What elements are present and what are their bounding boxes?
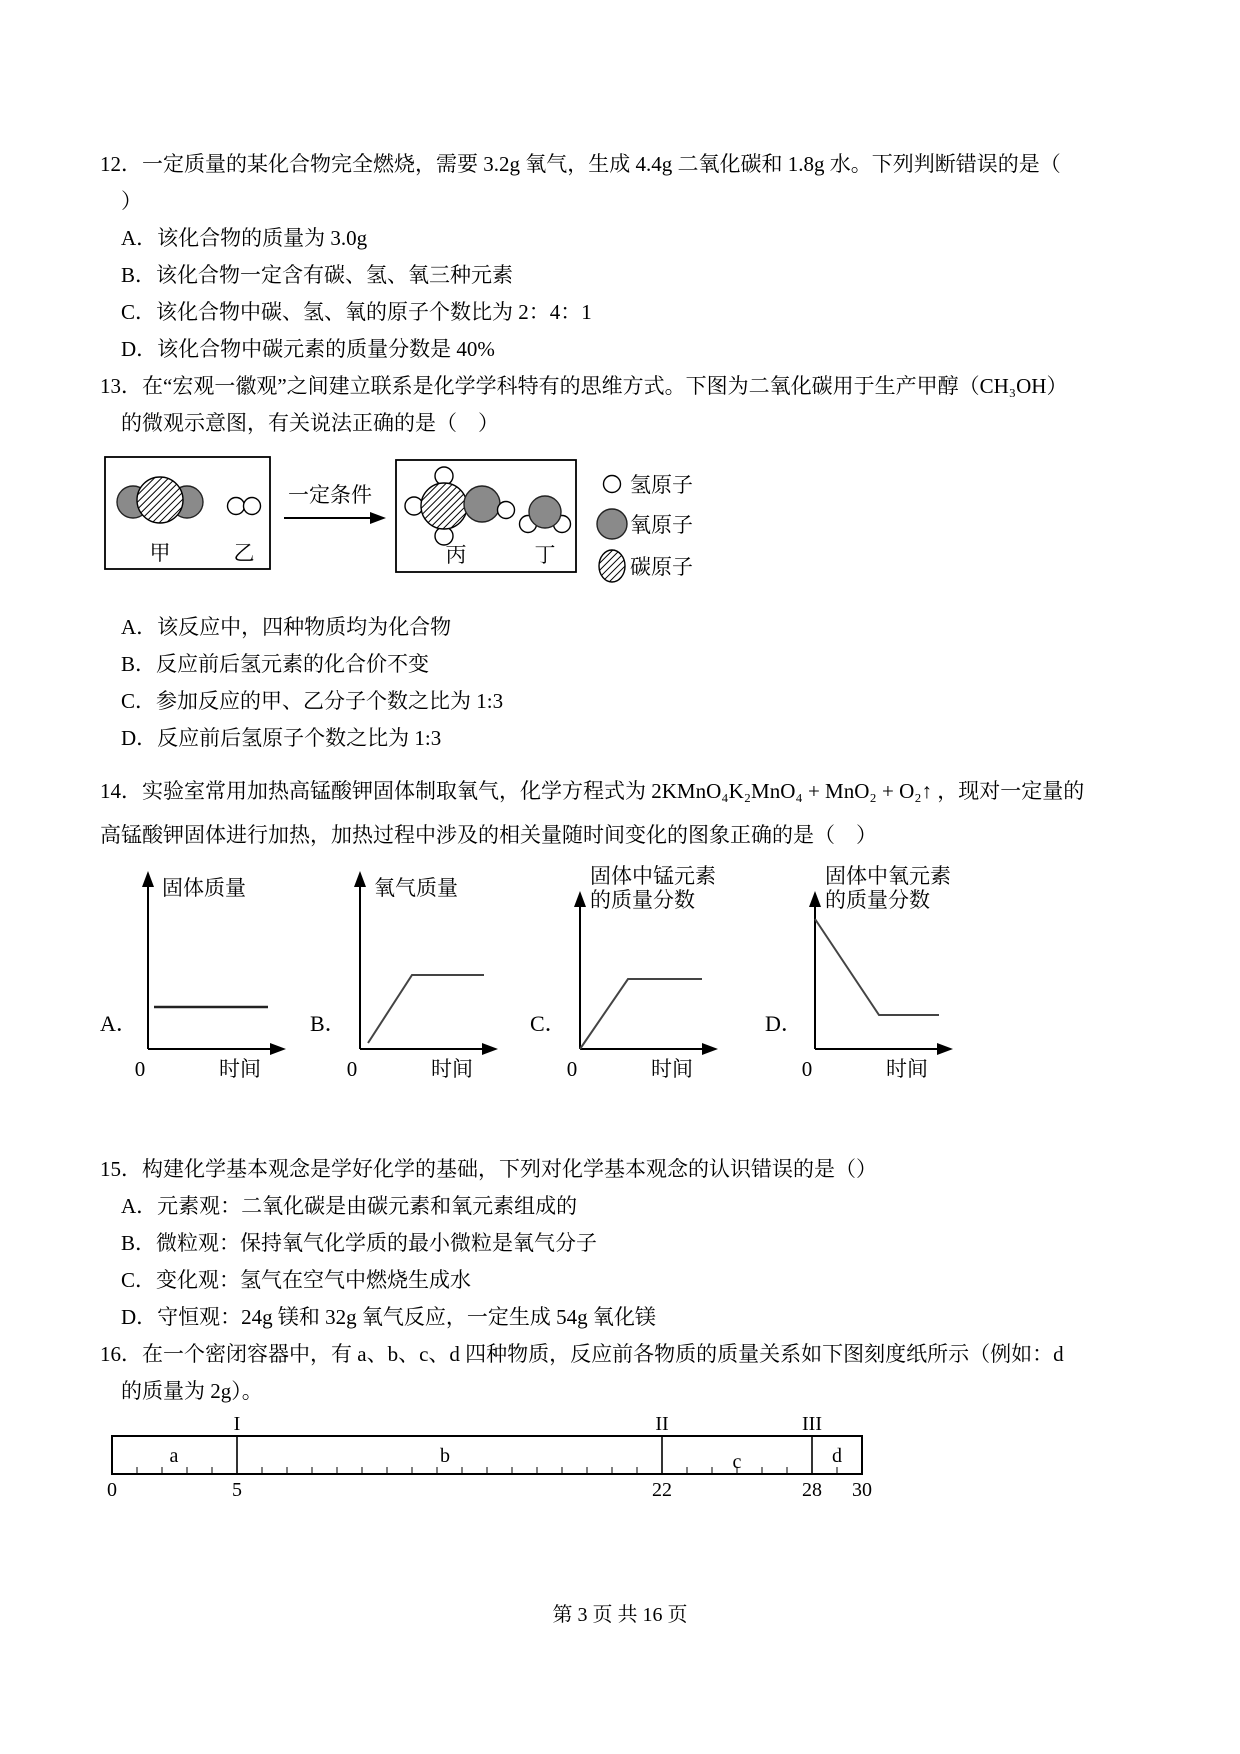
- x-axis-arrow-icon: [937, 1043, 953, 1055]
- reaction-micro-diagram: [100, 454, 1180, 599]
- y-axis-arrow-icon: [809, 891, 821, 907]
- ruler-number-22: 22: [652, 1479, 672, 1501]
- reaction-micro-diagram-svg: [100, 454, 760, 599]
- question-15-option-c: C．变化观：氢气在空气中燃烧生成水: [121, 1268, 472, 1292]
- h2-molecule: [228, 498, 261, 515]
- reaction-arrow: [284, 483, 386, 524]
- graph-d-o-fraction: [775, 857, 1005, 1087]
- ruler-number-28: 28: [802, 1479, 822, 1501]
- graph-d-ylabel-line-1: 固体中氧元素: [825, 864, 951, 888]
- question-14: [100, 769, 1180, 857]
- question-15-option-b: B．微粒观：保持氧气化学质的最小微粒是氧气分子: [121, 1231, 598, 1255]
- graph-b-oxygen-mass: [320, 857, 550, 1087]
- molecule-label-bing: 丙: [445, 543, 467, 567]
- carbon-atom-icon: [599, 550, 625, 582]
- graph-c-ylabel-line-1: 固体中锰元素: [590, 864, 716, 888]
- x-axis-arrow-icon: [270, 1043, 286, 1055]
- question-12: [100, 146, 1180, 368]
- graph-c-mn-fraction: [540, 857, 770, 1087]
- question-12-options: [100, 220, 1180, 368]
- reactants-box: [105, 457, 270, 569]
- question-13-stem-line-1: 13．在“宏观一徽观”之间建立联系是化学学科特有的思维方式。下图为二氧化碳用于生产甲醇（CH₃OH）: [100, 374, 1068, 398]
- question-12-option-c: C．该化合物中碳、氢、氧的原子个数比为 2：4：1: [121, 300, 592, 324]
- question-13-option-d: D．反应前后氢原子个数之比为 1:3: [121, 726, 442, 750]
- ruler-segment-c: c: [732, 1451, 742, 1473]
- graph-c-ylabel-line-2: 的质量分数: [590, 888, 695, 912]
- question-14-stem-line-2: 高锰酸钾固体进行加热，加热过程中涉及的相关量随时间变化的图象正确的是（ ）: [100, 823, 877, 847]
- question-13-option-a: A．该反应中，四种物质均为化合物: [121, 615, 452, 639]
- molecule-label-ding: 丁: [534, 543, 556, 567]
- question-16: [100, 1336, 1180, 1512]
- h2o-molecule: [520, 496, 571, 533]
- page-number-footer: 第 3 页 共 16 页: [552, 1604, 688, 1626]
- page-content: [100, 146, 1180, 1512]
- ruler-number-0: 0: [107, 1479, 117, 1501]
- x-axis-arrow-icon: [702, 1043, 718, 1055]
- legend-carbon-label: 碳原子: [630, 555, 693, 579]
- question-12-stem-line-2: ）: [121, 189, 142, 213]
- question-12-option-a: A．该化合物的质量为 3.0g: [121, 226, 368, 250]
- ruler-segment-b: b: [440, 1445, 450, 1467]
- graph-c-curve: [580, 979, 702, 1049]
- question-13: [100, 368, 1180, 757]
- molecule-label-jia: 甲: [149, 541, 171, 565]
- atom-legend: [597, 473, 693, 582]
- ch3oh-molecule: [405, 467, 515, 545]
- hydrogen-atom-icon: [604, 476, 621, 493]
- graph-d-ylabel-line-2: 的质量分数: [825, 888, 930, 912]
- question-13-stem-line-2: 的微观示意图，有关说法正确的是（ ）: [121, 411, 499, 435]
- graph-a-xlabel: 时间: [219, 1057, 261, 1081]
- oxygen-atom-icon: [597, 509, 627, 539]
- x-axis-arrow-icon: [482, 1043, 498, 1055]
- ruler-roman-ii: II: [655, 1413, 669, 1435]
- question-13-option-c: C．参加反应的甲、乙分子个数之比为 1:3: [121, 689, 504, 713]
- legend-hydrogen-label: 氢原子: [630, 473, 693, 497]
- co2-molecule: [117, 477, 203, 523]
- legend-oxygen-label: 氧原子: [630, 513, 693, 537]
- graph-b-letter: B．: [310, 1011, 347, 1036]
- graph-c-origin: 0: [566, 1057, 578, 1081]
- reaction-condition-label: 一定条件: [288, 483, 372, 507]
- question-15-stem-line-1: 15．构建化学基本观念是学好化学的基础，下列对化学基本观念的认识错误的是（）: [100, 1157, 877, 1181]
- question-13-options: [100, 609, 1180, 757]
- question-15-options: [100, 1188, 1180, 1336]
- question-12-stem-line-1: 12．一定质量的某化合物完全燃烧，需要 3.2g 氧气，生成 4.4g 二氧化碳和 1.8g 水。下列判断错误的是（: [100, 152, 1061, 176]
- arrowhead-icon: [370, 512, 386, 524]
- y-axis-arrow-icon: [574, 891, 586, 907]
- ruler-segment-d: d: [832, 1445, 842, 1467]
- graph-d-letter: D．: [765, 1011, 803, 1036]
- question-12-option-b: B．该化合物一定含有碳、氢、氧三种元素: [121, 263, 514, 287]
- ruler-roman-iii: III: [802, 1413, 822, 1435]
- graph-a-ylabel: 固体质量: [162, 876, 246, 900]
- products-box: [396, 460, 576, 572]
- graph-d-origin: 0: [801, 1057, 813, 1081]
- ruler-segment-a: a: [169, 1445, 179, 1467]
- mass-ruler-svg: [100, 1412, 900, 1512]
- question-15: [100, 1151, 1180, 1336]
- ruler-roman-i: I: [233, 1413, 241, 1435]
- molecule-label-yi: 乙: [233, 541, 255, 565]
- graph-b-curve: [368, 975, 484, 1043]
- graph-b-origin: 0: [346, 1057, 358, 1081]
- question-14-stem-line-1: 14．实验室常用加热高锰酸钾固体制取氧气，化学方程式为 2KMnO₄K₂MnO₄ + MnO₂ + O₂↑ ，现对一定量的: [100, 779, 1085, 803]
- question-16-stem-line-1: 16．在一个密闭容器中，有 a、b、c、d 四种物质，反应前各物质的质量关系如下图刻度纸所示（例如：d: [100, 1342, 1064, 1366]
- graph-d-xlabel: 时间: [886, 1057, 928, 1081]
- question-16-stem-line-2: 的质量为 2g）。: [121, 1379, 263, 1403]
- ruler-number-30: 30: [852, 1479, 872, 1501]
- graph-c-xlabel: 时间: [651, 1057, 693, 1081]
- question-13-option-b: B．反应前后氢元素的化合价不变: [121, 652, 430, 676]
- graph-c-letter: C．: [530, 1011, 567, 1036]
- question-14-graphs: [100, 857, 1180, 1107]
- y-axis-arrow-icon: [142, 871, 154, 887]
- y-axis-arrow-icon: [354, 871, 366, 887]
- graph-a-origin: 0: [134, 1057, 146, 1081]
- graph-d-curve: [815, 919, 939, 1015]
- graph-b-ylabel: 氧气质量: [374, 876, 458, 900]
- graph-a-letter: A．: [100, 1011, 138, 1036]
- question-15-option-a: A．元素观：二氧化碳是由碳元素和氧元素组成的: [121, 1194, 578, 1218]
- question-12-option-d: D．该化合物中碳元素的质量分数是 40%: [121, 337, 495, 361]
- graph-a-solid-mass: [108, 857, 338, 1087]
- mass-ruler-diagram: [100, 1412, 1180, 1512]
- question-15-option-d: D．守恒观：24g 镁和 32g 氧气反应，一定生成 54g 氧化镁: [121, 1305, 656, 1329]
- graph-b-xlabel: 时间: [431, 1057, 473, 1081]
- ruler-number-5: 5: [232, 1479, 242, 1501]
